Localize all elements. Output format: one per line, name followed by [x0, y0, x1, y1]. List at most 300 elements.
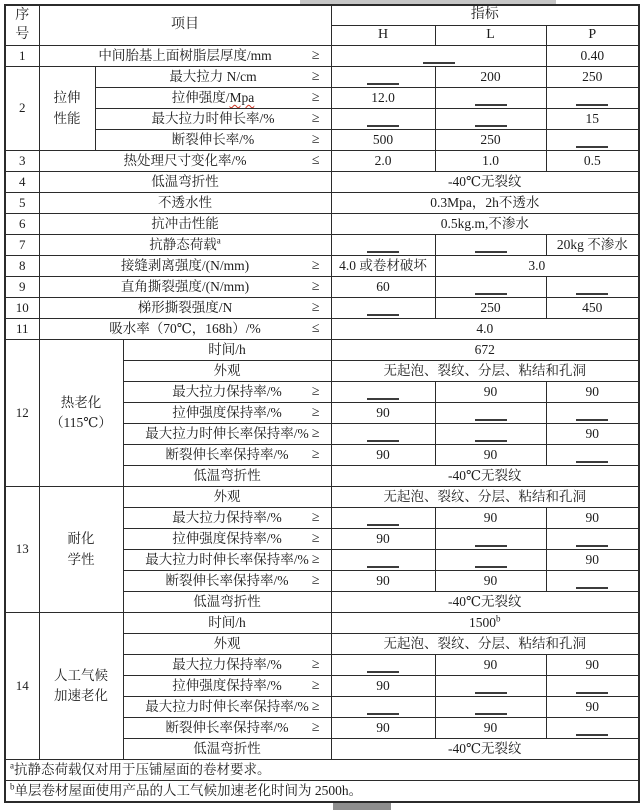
cell-text: 低温弯折性: [193, 594, 261, 610]
comparison-operator: ≥: [311, 110, 320, 126]
item-cell: [123, 634, 331, 655]
row-number-cell: [5, 487, 39, 613]
item-cell: [123, 592, 331, 613]
dash-placeholder-cell: [435, 88, 546, 109]
item-cell: [123, 361, 331, 382]
value-cell: [435, 298, 546, 319]
col-header-index: 指标: [331, 5, 639, 26]
footnote-text: 单层卷材屋面使用产品的人工气候加速老化时间为 2500h。: [14, 783, 363, 799]
footnote-marker: b: [496, 613, 501, 624]
col-header-grade-p: P: [546, 26, 639, 46]
item-cell: [123, 508, 331, 529]
cell-text: -40℃无裂纹: [447, 594, 522, 610]
header-row-1: [5, 5, 639, 26]
dash-line: [475, 713, 507, 715]
dash-line: [367, 314, 399, 316]
cell-text: 最大拉力时伸长率保持率/%: [145, 699, 309, 715]
category-line: （115℃）: [50, 415, 112, 430]
table-row: [5, 319, 639, 340]
cell-text: 90: [585, 426, 600, 442]
cell-text: 中间胎基上面树脂层厚度/mm: [98, 48, 272, 64]
cell-text: 6: [19, 215, 26, 231]
value-cell: [546, 151, 639, 172]
footnote-marker: a: [216, 235, 221, 246]
cell-text: 90: [376, 447, 390, 463]
dash-line: [367, 440, 399, 442]
cell-text: 4.0 或卷材破坏: [339, 258, 427, 274]
col-header-item: 项目: [39, 5, 331, 46]
cell-text: 低温弯折性: [151, 174, 219, 190]
category-line: 学性: [67, 551, 95, 567]
cell-text: 1.0: [482, 153, 499, 169]
dash-placeholder-cell: [546, 277, 639, 298]
cell-text: 拉伸强度保持率/%: [172, 531, 282, 547]
item-cell: [123, 613, 331, 634]
dash-line: [475, 692, 507, 694]
cell-text: 2.0: [374, 153, 392, 169]
item-cell: [123, 655, 331, 676]
comparison-operator: ≥: [311, 425, 320, 441]
spellcheck-underlined-text: Mpa: [229, 90, 255, 106]
value-cell: [331, 319, 639, 340]
row-number-cell: [5, 340, 39, 487]
cell-text: 梯形撕裂强度/N: [137, 300, 233, 316]
item-cell: [123, 676, 331, 697]
dash-line: [367, 713, 399, 715]
dash-placeholder-cell: [435, 550, 546, 571]
footnote-row: [5, 781, 639, 803]
cell-text: 12.0: [371, 90, 395, 106]
cell-text: 最大拉力 N/cm: [169, 69, 257, 85]
footnote-text: 抗静态荷载仅对用于压铺屋面的卷材要求。: [14, 762, 271, 778]
cell-text: 672: [474, 342, 495, 358]
cell-text: 90: [585, 510, 600, 526]
cell-text: 不透水性: [158, 195, 212, 211]
table-row: [5, 151, 639, 172]
dash-placeholder-cell: [435, 424, 546, 445]
dash-line: [475, 566, 507, 568]
row-number-cell: [5, 151, 39, 172]
value-cell: [546, 235, 639, 256]
dash-line: [475, 125, 507, 127]
cell-text: 拉伸强度保持率/%: [172, 405, 282, 421]
value-cell: [546, 655, 639, 676]
row-number-cell: [5, 256, 39, 277]
cell-text: 250: [480, 132, 501, 148]
value-cell: [331, 592, 639, 613]
table-row: [5, 46, 639, 67]
comparison-operator: ≥: [311, 572, 320, 588]
value-cell: [331, 403, 435, 424]
comparison-operator: ≥: [311, 509, 320, 525]
item-cell: [123, 571, 331, 592]
dash-line: [475, 104, 507, 106]
row-number-cell: [5, 172, 39, 193]
item-cell: [123, 382, 331, 403]
item-cell: [39, 277, 331, 298]
spec-table: [4, 4, 640, 803]
cell-text: 低温弯折性: [193, 741, 261, 757]
cell-text: 最大拉力时伸长率保持率/%: [145, 426, 309, 442]
value-cell: [546, 550, 639, 571]
cell-text: 最大拉力保持率/%: [172, 657, 282, 673]
dash-placeholder-cell: [331, 550, 435, 571]
cell-text: 拉伸强度保持率/%: [172, 678, 282, 694]
row-number-cell: [5, 613, 39, 760]
comparison-operator: ≥: [311, 299, 320, 315]
cell-text: 13: [15, 541, 29, 557]
dash-line: [367, 251, 399, 253]
dash-placeholder-cell: [546, 676, 639, 697]
row-number-cell: [5, 298, 39, 319]
table-row: [5, 613, 639, 634]
value-cell: [331, 718, 435, 739]
value-cell: [435, 445, 546, 466]
value-cell: [331, 361, 639, 382]
cell-text: -40℃无裂纹: [447, 174, 522, 190]
cell-text: 90: [585, 552, 600, 568]
cell-text: 500: [372, 132, 394, 148]
item-cell: [123, 550, 331, 571]
cell-text: 90: [376, 720, 390, 736]
item-cell: [39, 319, 331, 340]
dash-line: [576, 104, 608, 106]
category-line: 加速老化: [54, 688, 108, 703]
value-cell: [331, 256, 435, 277]
comparison-operator: ≥: [311, 446, 320, 462]
comparison-operator: ≥: [311, 677, 320, 693]
dash-placeholder-cell: [546, 130, 639, 151]
comparison-operator: ≥: [311, 68, 320, 84]
item-cell: [39, 256, 331, 277]
item-cell: [123, 697, 331, 718]
comparison-operator: ≥: [311, 47, 320, 63]
table-row: [5, 88, 639, 109]
value-cell: [435, 571, 546, 592]
comparison-operator: ≥: [311, 89, 320, 105]
cell-text: 断裂伸长率保持率/%: [165, 447, 289, 463]
spec-table-body: [5, 46, 639, 760]
dash-line: [367, 125, 399, 127]
cell-text: 无起泡、裂纹、分层、粘结和孔洞: [383, 363, 587, 379]
cell-text: 最大拉力时伸长率保持率/%: [145, 552, 309, 568]
dash-line: [576, 587, 608, 589]
value-cell: [546, 46, 639, 67]
cell-text: 直角撕裂强度/(N/mm): [120, 279, 250, 295]
item-cell: [95, 130, 331, 151]
table-footnotes: [5, 760, 639, 803]
table-row: [5, 214, 639, 235]
table-row: [5, 109, 639, 130]
value-cell: [331, 277, 435, 298]
cell-text: 11: [15, 320, 29, 336]
footnote-marker: b: [10, 781, 15, 792]
cell-text: -40℃无裂纹: [447, 741, 522, 757]
dash-placeholder-cell: [546, 403, 639, 424]
dash-line: [367, 671, 399, 673]
item-cell: [123, 739, 331, 760]
dash-placeholder-cell: [546, 529, 639, 550]
item-cell: [123, 718, 331, 739]
cell-text: 拉伸强度/: [171, 90, 230, 106]
cell-text: 15: [585, 111, 600, 127]
dash-placeholder-cell: [331, 655, 435, 676]
cell-text: 90: [483, 657, 498, 673]
comparison-operator: ≥: [311, 131, 320, 147]
cell-text: 90: [376, 531, 390, 547]
cell-text: 7: [19, 236, 26, 252]
item-cell: [123, 466, 331, 487]
value-cell: [546, 109, 639, 130]
cell-text: 90: [376, 678, 390, 694]
dash-line: [475, 293, 507, 295]
value-cell: [331, 487, 639, 508]
cell-text: 200: [480, 69, 501, 85]
row-number-cell: [5, 235, 39, 256]
item-cell: [123, 445, 331, 466]
cell-text: 外观: [213, 363, 241, 379]
cell-text: 3: [19, 152, 26, 168]
dash-placeholder-cell: [331, 382, 435, 403]
item-cell: [95, 109, 331, 130]
row-number-cell: [5, 214, 39, 235]
value-cell: [331, 214, 639, 235]
table-row: [5, 487, 639, 508]
cell-text: -40℃无裂纹: [447, 468, 522, 484]
dash-line: [475, 440, 507, 442]
dash-line: [367, 566, 399, 568]
category-line: 耐化: [67, 531, 95, 547]
dash-placeholder-cell: [435, 697, 546, 718]
row-number-cell: [5, 277, 39, 298]
cell-text: 0.40: [580, 48, 605, 64]
comparison-operator: ≤: [311, 320, 320, 336]
dash-placeholder-cell: [331, 67, 435, 88]
dash-line: [576, 545, 608, 547]
dash-line: [576, 734, 608, 736]
cell-text: 最大拉力保持率/%: [172, 384, 282, 400]
comparison-operator: ≥: [311, 719, 320, 735]
value-cell: [331, 739, 639, 760]
item-cell: [123, 424, 331, 445]
col-header-grade-l: L: [435, 26, 546, 46]
cell-text: 最大拉力保持率/%: [172, 510, 282, 526]
cell-text: 外观: [213, 489, 241, 505]
scan-artifact-bottom: [333, 803, 391, 810]
cell-text: 90: [483, 510, 498, 526]
cell-text: 抗静态荷载: [149, 237, 217, 253]
dash-line: [475, 419, 507, 421]
row-number-cell: [5, 46, 39, 67]
item-cell: [39, 46, 331, 67]
dash-placeholder-cell: [331, 109, 435, 130]
dash-placeholder-cell: [435, 277, 546, 298]
cell-text: 时间/h: [208, 342, 246, 358]
dash-line: [576, 461, 608, 463]
cell-text: 最大拉力时伸长率/%: [151, 111, 275, 127]
value-cell: [331, 634, 639, 655]
dash-placeholder-cell: [435, 403, 546, 424]
category-line: 拉伸: [53, 90, 81, 106]
item-cell: [123, 529, 331, 550]
footnote-a: [5, 760, 639, 781]
value-cell: [331, 466, 639, 487]
value-cell: [331, 571, 435, 592]
comparison-operator: ≥: [311, 698, 320, 714]
value-cell: [435, 67, 546, 88]
col-header-grade-h: H: [331, 26, 435, 46]
comparison-operator: ≥: [311, 257, 320, 273]
table-row: [5, 277, 639, 298]
comparison-operator: ≥: [311, 383, 320, 399]
cell-text: 12: [15, 404, 29, 420]
dash-placeholder-cell: [331, 298, 435, 319]
item-cell: [123, 403, 331, 424]
cell-text: 90: [483, 447, 498, 463]
cell-text: 14: [15, 677, 29, 693]
cell-text: 0.3Mpa，2h不透水: [430, 195, 540, 211]
dash-line: [576, 692, 608, 694]
dash-placeholder-cell: [331, 697, 435, 718]
dash-placeholder-cell: [331, 46, 546, 67]
col-header-seq: 序号: [5, 5, 39, 46]
category-cell: [39, 67, 95, 151]
cell-text: 低温弯折性: [193, 468, 261, 484]
spec-sheet: [4, 4, 640, 803]
cell-text: 0.5kg.m,不渗水: [440, 216, 529, 232]
cell-text: 2: [19, 100, 26, 116]
cell-text: 1500: [469, 615, 497, 631]
item-cell: [39, 193, 331, 214]
comparison-operator: ≥: [311, 530, 320, 546]
item-cell: [39, 298, 331, 319]
value-cell: [331, 88, 435, 109]
value-cell: [435, 382, 546, 403]
item-cell: [95, 67, 331, 88]
row-number-cell: [5, 319, 39, 340]
cell-text: 4: [19, 173, 26, 189]
item-cell: [39, 214, 331, 235]
value-cell: [435, 256, 639, 277]
value-cell: [331, 130, 435, 151]
table-row: [5, 256, 639, 277]
cell-text: 5: [19, 194, 26, 210]
cell-text: 4.0: [476, 321, 494, 337]
dash-placeholder-cell: [435, 676, 546, 697]
category-cell: [39, 340, 123, 487]
value-cell: [331, 676, 435, 697]
category-cell: [39, 613, 123, 760]
cell-text: 无起泡、裂纹、分层、粘结和孔洞: [383, 636, 587, 652]
cell-text: 时间/h: [208, 615, 246, 631]
dash-placeholder-cell: [546, 88, 639, 109]
dash-placeholder-cell: [546, 445, 639, 466]
item-cell: [39, 151, 331, 172]
comparison-operator: ≥: [311, 278, 320, 294]
table-row: [5, 298, 639, 319]
comparison-operator: ≥: [311, 656, 320, 672]
footnote-marker: a: [10, 760, 14, 771]
row-number-cell: [5, 193, 39, 214]
table-row: [5, 172, 639, 193]
dash-line: [576, 419, 608, 421]
cell-text: 250: [480, 300, 501, 316]
item-cell: [95, 88, 331, 109]
cell-text: 3.0: [528, 258, 546, 274]
cell-text: 90: [483, 573, 498, 589]
table-row: [5, 67, 639, 88]
cell-text: 接缝剥离强度/(N/mm): [120, 258, 250, 274]
item-cell: [123, 487, 331, 508]
comparison-operator: ≥: [311, 404, 320, 420]
cell-text: 90: [585, 699, 600, 715]
value-cell: [331, 445, 435, 466]
dash-line: [423, 62, 455, 64]
value-cell: [546, 298, 639, 319]
category-line: 热老化: [60, 394, 102, 410]
cell-text: 1: [19, 47, 26, 63]
cell-text: 8: [19, 257, 26, 273]
value-cell: [331, 613, 639, 634]
value-cell: [546, 382, 639, 403]
dash-line: [367, 83, 399, 85]
footnote-b: [5, 781, 639, 803]
cell-text: 断裂伸长率保持率/%: [165, 573, 289, 589]
table-row: [5, 193, 639, 214]
cell-text: 9: [19, 278, 26, 294]
cell-text: 20kg 不渗水: [556, 237, 628, 253]
dash-placeholder-cell: [435, 235, 546, 256]
cell-text: 90: [376, 573, 390, 589]
value-cell: [331, 172, 639, 193]
category-cell: [39, 487, 123, 613]
cell-text: 90: [585, 384, 600, 400]
value-cell: [435, 151, 546, 172]
value-cell: [546, 697, 639, 718]
cell-text: 90: [483, 384, 498, 400]
cell-text: 外观: [213, 636, 241, 652]
dash-placeholder-cell: [546, 718, 639, 739]
value-cell: [546, 424, 639, 445]
cell-text: 断裂伸长率/%: [171, 132, 255, 148]
value-cell: [435, 508, 546, 529]
item-cell: [123, 340, 331, 361]
table-row: [5, 235, 639, 256]
dash-line: [475, 251, 507, 253]
cell-text: 250: [582, 69, 603, 85]
comparison-operator: ≥: [311, 551, 320, 567]
category-line: 人工气候: [54, 667, 108, 683]
cell-text: 90: [376, 405, 390, 421]
cell-text: 10: [15, 299, 29, 315]
dash-line: [367, 398, 399, 400]
value-cell: [435, 655, 546, 676]
comparison-operator: ≤: [311, 152, 320, 168]
dash-placeholder-cell: [331, 508, 435, 529]
table-header: [5, 5, 639, 46]
dash-placeholder-cell: [435, 109, 546, 130]
value-cell: [331, 529, 435, 550]
cell-text: 60: [376, 279, 390, 295]
cell-text: 吸水率（70℃，168h）/%: [109, 321, 261, 337]
table-row: [5, 340, 639, 361]
value-cell: [331, 151, 435, 172]
dash-line: [367, 524, 399, 526]
dash-placeholder-cell: [435, 529, 546, 550]
value-cell: [546, 67, 639, 88]
cell-text: 无起泡、裂纹、分层、粘结和孔洞: [383, 489, 587, 505]
value-cell: [435, 130, 546, 151]
